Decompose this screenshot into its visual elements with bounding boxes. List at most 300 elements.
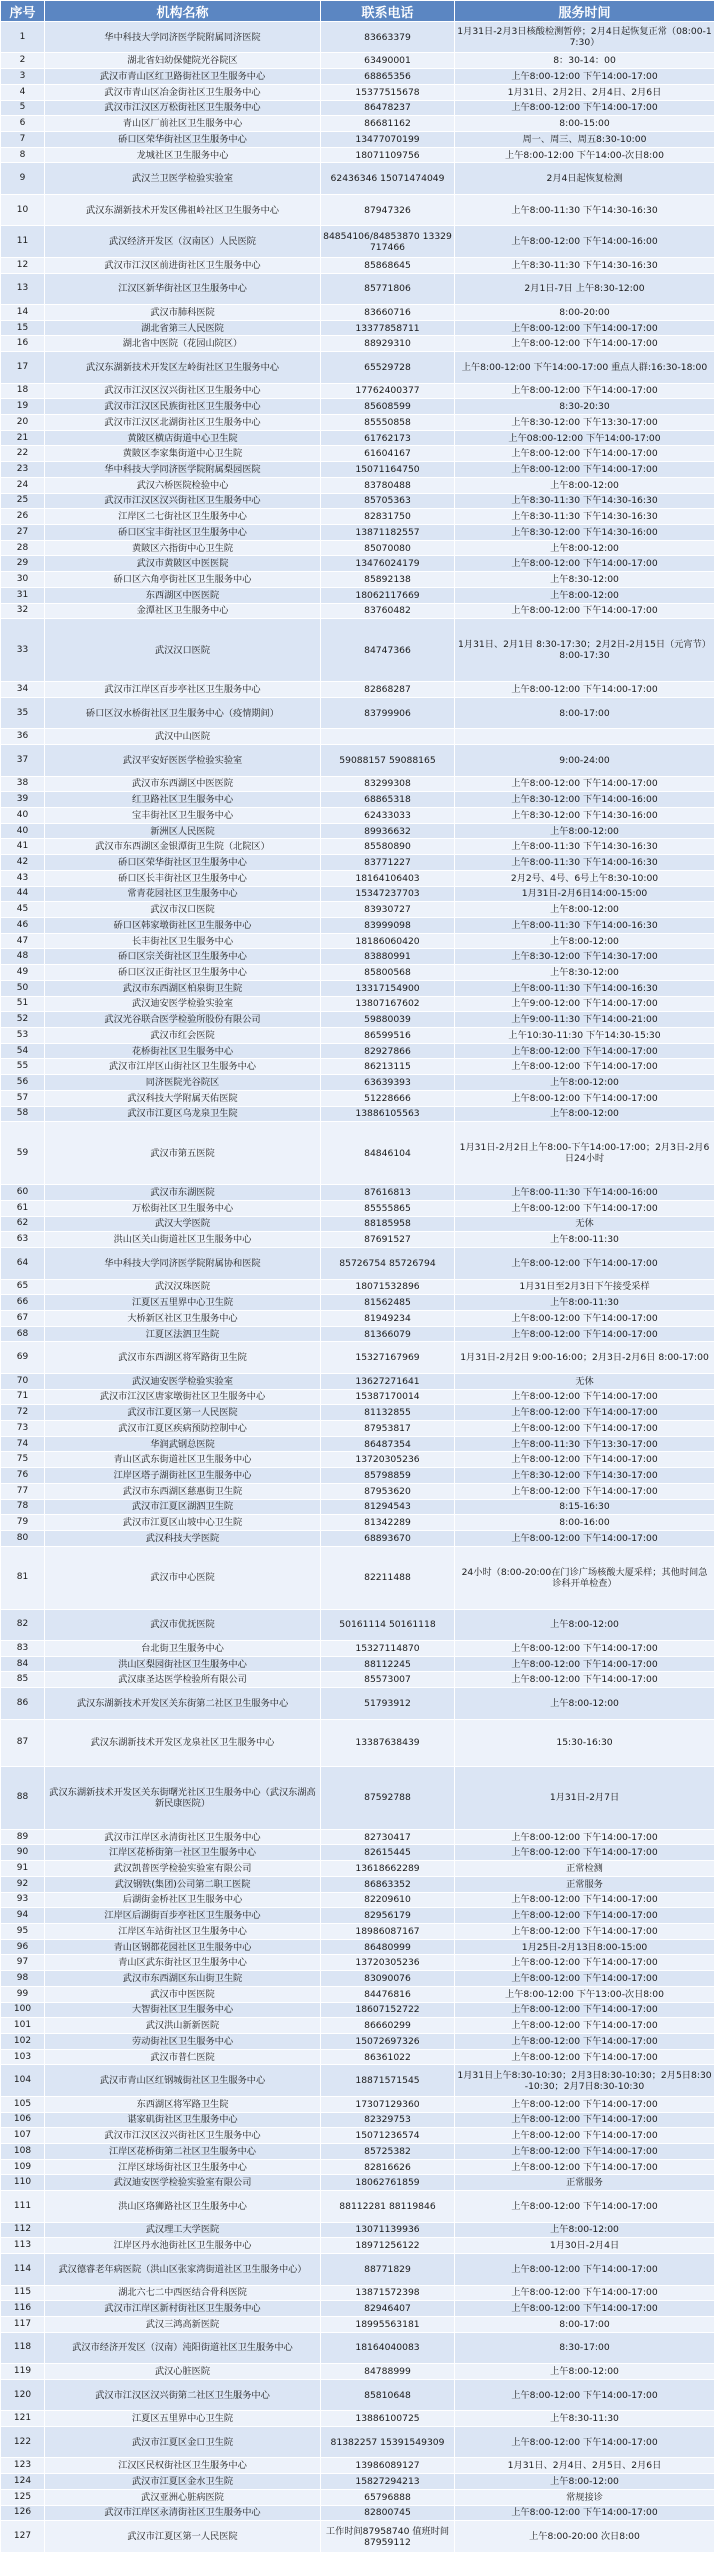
row-number: 74 <box>1 1436 45 1452</box>
row-number: 110 <box>1 2175 45 2191</box>
contact-phone: 17762400377 <box>321 383 455 399</box>
service-time: 1月30日-2月4日 <box>455 2238 714 2254</box>
row-number: 60 <box>1 1185 45 1201</box>
row-number: 46 <box>1 917 45 933</box>
service-time: 上午8:00-12:00 <box>455 933 714 949</box>
service-time: 上午8:00-11:30 下午14:00-16:00 <box>455 1185 714 1201</box>
contact-phone: 82956179 <box>321 1908 455 1924</box>
contact-phone: 13986089127 <box>321 2458 455 2474</box>
contact-phone <box>321 729 455 745</box>
row-number: 99 <box>1 1986 45 2002</box>
service-time: 上午8:30-12:00 下午14:30-17:00 <box>455 1468 714 1484</box>
row-number: 30 <box>1 572 45 588</box>
institution-name: 武汉市江夏区山坡中心卫生院 <box>45 1515 321 1531</box>
institution-name: 硚口区宗关街社区卫生服务中心 <box>45 949 321 965</box>
institution-name: 华中科技大学同济医学院附属梨园医院 <box>45 462 321 478</box>
institution-name: 武汉市江汉区民族街社区卫生服务中心 <box>45 399 321 415</box>
row-number: 125 <box>1 2489 45 2505</box>
service-time: 8:00-20:00 <box>455 304 714 320</box>
contact-phone: 88185958 <box>321 1216 455 1232</box>
table-row <box>1 2002 714 2018</box>
row-number: 2 <box>1 53 45 69</box>
table-row <box>1 1232 714 1248</box>
row-number: 56 <box>1 1075 45 1091</box>
table-row <box>1 84 714 100</box>
institution-name: 武汉科技大学附属天佑医院 <box>45 1090 321 1106</box>
service-time: 常规接诊 <box>455 2489 714 2505</box>
contact-phone: 86863352 <box>321 1876 455 1892</box>
table-row <box>1 1216 714 1232</box>
row-number: 83 <box>1 1641 45 1657</box>
institution-name: 宝丰街社区卫生服务中心 <box>45 807 321 823</box>
table-row <box>1 2065 714 2096</box>
institution-name: 硚口区荣华街社区卫生服务中心 <box>45 855 321 871</box>
table-row <box>1 1923 714 1939</box>
contact-phone: 18164106403 <box>321 870 455 886</box>
row-number: 126 <box>1 2505 45 2521</box>
row-number: 106 <box>1 2112 45 2128</box>
institution-name: 大智街社区卫生服务中心 <box>45 2002 321 2018</box>
service-time: 上午8:00-12:00 下午14:00-次日8:00 <box>455 147 714 163</box>
institution-name: 武汉市红会医院 <box>45 1028 321 1044</box>
contact-phone: 15327114870 <box>321 1641 455 1657</box>
service-time: 上午8:00-12:00 下午14:00-17:00 <box>455 1452 714 1468</box>
table-row <box>1 1090 714 1106</box>
table-row <box>1 352 714 383</box>
row-number: 39 <box>1 792 45 808</box>
row-number: 63 <box>1 1232 45 1248</box>
row-number: 66 <box>1 1295 45 1311</box>
contact-phone: 13377858711 <box>321 320 455 336</box>
service-time: 正常服务 <box>455 1876 714 1892</box>
service-time: 上午8:00-12:00 下午14:00-17:00 <box>455 1672 714 1688</box>
contact-phone: 85800568 <box>321 965 455 981</box>
service-time: 1月31日、2月2日、2月4日、2月6日 <box>455 84 714 100</box>
table-row <box>1 2285 714 2301</box>
table-row <box>1 2458 714 2474</box>
institution-name: 江岸区球场街社区卫生服务中心 <box>45 2159 321 2175</box>
table-row <box>1 1892 714 1908</box>
table-row <box>1 823 714 839</box>
table-row <box>1 147 714 163</box>
row-number: 95 <box>1 1923 45 1939</box>
row-number: 78 <box>1 1499 45 1515</box>
row-number: 40 <box>1 823 45 839</box>
row-number: 50 <box>1 980 45 996</box>
contact-phone: 81132855 <box>321 1405 455 1421</box>
row-number: 6 <box>1 116 45 132</box>
contact-phone: 63639393 <box>321 1075 455 1091</box>
service-time: 2月2号、4号、6号上午8:30-10:00 <box>455 870 714 886</box>
table-row <box>1 1248 714 1279</box>
table-row <box>1 2175 714 2191</box>
contact-phone: 85550858 <box>321 414 455 430</box>
table-row <box>1 2238 714 2254</box>
table-row <box>1 69 714 85</box>
institution-name: 武汉中山医院 <box>45 729 321 745</box>
table-row <box>1 776 714 792</box>
row-number: 25 <box>1 493 45 509</box>
table-row <box>1 1908 714 1924</box>
service-time: 上午8:00-11:30 下午14:30-16:30 <box>455 839 714 855</box>
contact-phone: 84846104 <box>321 1122 455 1185</box>
row-number: 104 <box>1 2065 45 2096</box>
table-row <box>1 336 714 352</box>
contact-phone: 13071139936 <box>321 2222 455 2238</box>
service-time: 1月31日、2月1日 8:30-17:30；2月2日-2月15日（元宵节）8:00-17:30 <box>455 619 714 682</box>
institution-name: 武汉迪安医学检验实验室 <box>45 996 321 1012</box>
service-time: 1月31日上午8:30-10:30；2月3日8:30-10:30；2月5日8:30-10:30；2月7日8:30-10:30 <box>455 2065 714 2096</box>
contact-phone: 81294543 <box>321 1499 455 1515</box>
institution-name: 黄陂区李家集街道中心卫生院 <box>45 446 321 462</box>
institution-name: 武汉市青山区红钢城街社区卫生服务中心 <box>45 2065 321 2096</box>
header-phone: 联系电话 <box>321 1 455 22</box>
institution-name: 硚口区长丰街社区卫生服务中心 <box>45 870 321 886</box>
institution-name: 红卫路社区卫生服务中心 <box>45 792 321 808</box>
institution-name: 武汉市江夏区第一人民医院 <box>45 2521 321 2552</box>
contact-phone: 15071164750 <box>321 462 455 478</box>
row-number: 62 <box>1 1216 45 1232</box>
service-time: 上午8:30-12:00 下午14:30-16:00 <box>455 807 714 823</box>
institution-name: 武汉市江夏区湖泗卫生院 <box>45 1499 321 1515</box>
service-time: 上午8:30-11:30 <box>455 2411 714 2427</box>
service-time: 上午8:30-12:00 <box>455 572 714 588</box>
service-time: 上午8:00-12:00 下午14:00-17:00 <box>455 2426 714 2457</box>
institution-name: 武汉市江岸区山街社区卫生服务中心 <box>45 1059 321 1075</box>
row-number: 105 <box>1 2096 45 2112</box>
header-time: 服务时间 <box>455 1 714 22</box>
contact-phone: 89936632 <box>321 823 455 839</box>
service-time: 上午8:00-11:30 <box>455 1295 714 1311</box>
row-number: 52 <box>1 1012 45 1028</box>
contact-phone: 81562485 <box>321 1295 455 1311</box>
row-number: 54 <box>1 1043 45 1059</box>
service-time: 上午8:00-12:00 下午14:00-17:00 <box>455 2144 714 2160</box>
service-time: 上午8:00-12:00 下午14:00-17:00 <box>455 1829 714 1845</box>
contact-phone: 85573007 <box>321 1672 455 1688</box>
table-row <box>1 1641 714 1657</box>
service-time: 上午8:00-11:30 下午14:30-16:30 <box>455 194 714 225</box>
table-row <box>1 430 714 446</box>
row-number: 48 <box>1 949 45 965</box>
table-row <box>1 1766 714 1829</box>
table-row <box>1 477 714 493</box>
service-time: 上午8:00-12:00 下午14:00-17:00 <box>455 1892 714 1908</box>
service-time: 上午8:00-12:00 下午14:00-17:00 <box>455 603 714 619</box>
contact-phone: 15387170014 <box>321 1389 455 1405</box>
institution-name: 硚口区荣华街社区卫生服务中心 <box>45 132 321 148</box>
institution-name: 武汉市江岸区永清街社区卫生服务中心 <box>45 1829 321 1845</box>
contact-phone: 86480999 <box>321 1939 455 1955</box>
service-time <box>455 729 714 745</box>
institution-name: 武汉市肺科医院 <box>45 304 321 320</box>
row-number: 98 <box>1 1971 45 1987</box>
table-row <box>1 2034 714 2050</box>
contact-phone: 63490001 <box>321 53 455 69</box>
service-time: 上午8:00-12:00 <box>455 2474 714 2490</box>
institution-name: 武汉市江岸区新村街社区卫生服务中心 <box>45 2301 321 2317</box>
institution-name: 武汉市江夏区乌龙泉卫生院 <box>45 1106 321 1122</box>
row-number: 114 <box>1 2254 45 2285</box>
row-number: 89 <box>1 1829 45 1845</box>
institution-name: 江岸区丹水池街社区卫生服务中心 <box>45 2238 321 2254</box>
service-time: 上午08:00-12:00 下午14:00-17:00 <box>455 430 714 446</box>
institution-name: 武汉东湖新技术开发区关东街第二社区卫生服务中心 <box>45 1688 321 1719</box>
row-number: 35 <box>1 697 45 728</box>
row-number: 119 <box>1 2364 45 2380</box>
institution-name: 武汉汉口医院 <box>45 619 321 682</box>
table-row <box>1 22 714 53</box>
table-row <box>1 1845 714 1861</box>
service-time: 上午10:30-11:30 下午14:30-15:30 <box>455 1028 714 1044</box>
contact-phone: 87953817 <box>321 1420 455 1436</box>
contact-phone: 85725382 <box>321 2144 455 2160</box>
row-number: 45 <box>1 902 45 918</box>
table-row <box>1 1531 714 1547</box>
row-number: 120 <box>1 2379 45 2410</box>
institution-name: 武汉汉珠医院 <box>45 1279 321 1295</box>
table-row <box>1 1106 714 1122</box>
contact-phone: 86487354 <box>321 1436 455 1452</box>
service-time: 1月31日-2月3日核酸检测暂停；2月4日起恢复正常（08:00-17:30） <box>455 22 714 53</box>
service-time: 上午8:00-12:00 下午14:00-17:00 <box>455 2505 714 2521</box>
institution-name: 湖北省中医院（花园山院区） <box>45 336 321 352</box>
table-row <box>1 572 714 588</box>
service-time: 上午8:00-12:00 下午14:00-17:00 <box>455 1641 714 1657</box>
contact-phone: 82831750 <box>321 509 455 525</box>
table-row <box>1 1672 714 1688</box>
service-time: 上午8:00-12:00 下午14:00-17:00 <box>455 320 714 336</box>
table-row <box>1 2049 714 2065</box>
table-row <box>1 745 714 776</box>
table-row <box>1 1876 714 1892</box>
service-time: 上午8:00-12:00 下午14:00-17:00 <box>455 1923 714 1939</box>
table-header-row <box>1 1 714 22</box>
row-number: 44 <box>1 886 45 902</box>
institution-name: 同济医院光谷院区 <box>45 1075 321 1091</box>
row-number: 96 <box>1 1939 45 1955</box>
service-time: 上午8:00-12:00 <box>455 1609 714 1640</box>
table-row <box>1 2489 714 2505</box>
contact-phone: 85892138 <box>321 572 455 588</box>
contact-phone: 50161114 50161118 <box>321 1609 455 1640</box>
contact-phone: 83880991 <box>321 949 455 965</box>
row-number: 94 <box>1 1908 45 1924</box>
contact-phone: 87691527 <box>321 1232 455 1248</box>
institution-name: 武汉市东湖医院 <box>45 1185 321 1201</box>
table-row <box>1 446 714 462</box>
institution-name: 江汉区民权街社区卫生服务中心 <box>45 2458 321 2474</box>
table-row <box>1 1515 714 1531</box>
contact-phone: 18062761859 <box>321 2175 455 2191</box>
table-row <box>1 917 714 933</box>
row-number: 123 <box>1 2458 45 2474</box>
table-row <box>1 194 714 225</box>
institution-name: 武汉市江夏区第一人民医院 <box>45 1405 321 1421</box>
table-row <box>1 902 714 918</box>
table-row <box>1 1200 714 1216</box>
institution-name: 金潭社区卫生服务中心 <box>45 603 321 619</box>
contact-phone: 81366079 <box>321 1326 455 1342</box>
row-number: 8 <box>1 147 45 163</box>
table-row <box>1 304 714 320</box>
institution-name: 硚口区宝丰街社区卫生服务中心 <box>45 525 321 541</box>
contact-phone: 18071109756 <box>321 147 455 163</box>
institution-name: 武汉平安好医医学检验实验室 <box>45 745 321 776</box>
institution-name: 武汉市江汉区唐家墩街社区卫生服务中心 <box>45 1389 321 1405</box>
contact-phone: 18071532896 <box>321 1279 455 1295</box>
table-row <box>1 1059 714 1075</box>
institution-name: 武汉市江汉区汉兴街社区卫生服务中心 <box>45 383 321 399</box>
service-time: 上午8:00-12:00 下午13:00-次日8:00 <box>455 1986 714 2002</box>
institution-name: 东西湖区将军路卫生院 <box>45 2096 321 2112</box>
institution-name: 台北街卫生服务中心 <box>45 1641 321 1657</box>
institution-name: 青山区钢都花园社区卫生服务中心 <box>45 1939 321 1955</box>
service-time: 上午8:00-11:30 下午14:00-16:30 <box>455 855 714 871</box>
table-row <box>1 1688 714 1719</box>
contact-phone: 13477070199 <box>321 132 455 148</box>
institution-name: 湖北六七二中西医结合骨科医院 <box>45 2285 321 2301</box>
contact-phone: 88771829 <box>321 2254 455 2285</box>
institution-name: 武汉钢铁(集团)公司第二职工医院 <box>45 1876 321 1892</box>
contact-phone: 83930727 <box>321 902 455 918</box>
row-number: 13 <box>1 273 45 304</box>
institution-name: 大桥新区社区卫生服务中心 <box>45 1310 321 1326</box>
row-number: 124 <box>1 2474 45 2490</box>
row-number: 118 <box>1 2332 45 2363</box>
row-number: 40 <box>1 807 45 823</box>
row-number: 85 <box>1 1672 45 1688</box>
table-row <box>1 1295 714 1311</box>
institution-name: 黄陂区横店街道中心卫生院 <box>45 430 321 446</box>
contact-phone: 13871572398 <box>321 2285 455 2301</box>
institution-name: 湖北省妇幼保健院光谷院区 <box>45 53 321 69</box>
institution-name: 武汉市东西湖区慈惠街卫生院 <box>45 1483 321 1499</box>
row-number: 90 <box>1 1845 45 1861</box>
institution-name: 武汉光谷联合医学检验所股份有限公司 <box>45 1012 321 1028</box>
row-number: 51 <box>1 996 45 1012</box>
table-row <box>1 1986 714 2002</box>
row-number: 21 <box>1 430 45 446</box>
table-row <box>1 383 714 399</box>
institution-name: 武汉迪安医学检验实验室有限公司 <box>45 2175 321 2191</box>
institution-name: 黄陂区六指街中心卫生院 <box>45 540 321 556</box>
table-row <box>1 163 714 194</box>
contact-phone: 51793912 <box>321 1688 455 1719</box>
service-time: 无休 <box>455 1373 714 1389</box>
contact-phone: 85868645 <box>321 257 455 273</box>
table-row <box>1 792 714 808</box>
row-number: 111 <box>1 2191 45 2222</box>
service-time: 8:30-17:00 <box>455 2332 714 2363</box>
row-number: 29 <box>1 556 45 572</box>
row-number: 3 <box>1 69 45 85</box>
contact-phone: 82946407 <box>321 2301 455 2317</box>
contact-phone: 68865356 <box>321 69 455 85</box>
header-name: 机构名称 <box>45 1 321 22</box>
service-time: 8:00-16:00 <box>455 1515 714 1531</box>
service-time: 上午8:00-12:00 下午14:00-17:00 <box>455 2254 714 2285</box>
institution-name: 武汉兰卫医学检验实验室 <box>45 163 321 194</box>
row-number: 79 <box>1 1515 45 1531</box>
service-time: 上午8:30-11:30 下午14:30-16:30 <box>455 257 714 273</box>
contact-phone: 82329753 <box>321 2112 455 2128</box>
service-time: 8:00-15:00 <box>455 116 714 132</box>
service-time: 8:30-20:30 <box>455 399 714 415</box>
table-row <box>1 1075 714 1091</box>
contact-phone: 61604167 <box>321 446 455 462</box>
institution-name: 武汉三鸿高新医院 <box>45 2316 321 2332</box>
contact-phone: 13387638439 <box>321 1719 455 1766</box>
contact-phone: 83090076 <box>321 1971 455 1987</box>
contact-phone: 83660716 <box>321 304 455 320</box>
service-time: 8:00-17:00 <box>455 2316 714 2332</box>
institution-name: 洪山区梨园街社区卫生服务中心 <box>45 1656 321 1672</box>
row-number: 57 <box>1 1090 45 1106</box>
contact-phone: 59880039 <box>321 1012 455 1028</box>
service-time: 上午8:00-11:30 下午13:30-17:00 <box>455 1436 714 1452</box>
service-time: 上午8:00-12:00 下午14:00-17:00 重点人群:16:30-18:00 <box>455 352 714 383</box>
institution-name: 江夏区五里界中心卫生院 <box>45 2411 321 2427</box>
contact-phone: 86681162 <box>321 116 455 132</box>
table-row <box>1 2411 714 2427</box>
row-number: 12 <box>1 257 45 273</box>
table-row <box>1 2379 714 2410</box>
institution-name: 武汉市东西湖区东山街卫生院 <box>45 1971 321 1987</box>
table-row <box>1 2301 714 2317</box>
service-time: 1月31日至2月3日下午接受采样 <box>455 1279 714 1295</box>
institution-name: 新洲区人民医院 <box>45 823 321 839</box>
service-time: 上午8:00-12:00 下午14:00-17:00 <box>455 2301 714 2317</box>
contact-phone: 84854106/84853870 13329717466 <box>321 226 455 257</box>
service-time: 上午8:00-12:00 下午14:00-17:00 <box>455 1389 714 1405</box>
contact-phone: 85705363 <box>321 493 455 509</box>
row-number: 109 <box>1 2159 45 2175</box>
row-number: 43 <box>1 870 45 886</box>
contact-phone: 13627271641 <box>321 1373 455 1389</box>
contact-phone: 13871182557 <box>321 525 455 541</box>
table-row <box>1 870 714 886</box>
row-number: 53 <box>1 1028 45 1044</box>
service-time: 上午8:00-12:00 下午14:00-17:00 <box>455 2096 714 2112</box>
institution-name: 江岸区二七街社区卫生服务中心 <box>45 509 321 525</box>
service-time: 上午8:00-12:00 下午14:00-17:00 <box>455 2049 714 2065</box>
service-time: 上午8:00-12:00 <box>455 2364 714 2380</box>
institution-name: 武汉市东西湖区将军路街卫生院 <box>45 1342 321 1373</box>
service-time: 上午8:00-12:00 下午14:00-17:00 <box>455 1908 714 1924</box>
institution-name: 武汉市汉口医院 <box>45 902 321 918</box>
contact-phone: 81342289 <box>321 1515 455 1531</box>
service-time: 上午9:00-12:00 下午14:00-17:00 <box>455 996 714 1012</box>
institution-name: 武汉市江夏区金口卫生院 <box>45 2426 321 2457</box>
service-time: 上午8:00-12:00 下午14:00-17:00 <box>455 1971 714 1987</box>
contact-phone: 15347237703 <box>321 886 455 902</box>
contact-phone: 86213115 <box>321 1059 455 1075</box>
institution-name: 武汉东湖新技术开发区龙泉社区卫生服务中心 <box>45 1719 321 1766</box>
row-number: 93 <box>1 1892 45 1908</box>
contact-phone: 18871571545 <box>321 2065 455 2096</box>
institution-name: 江岸区车站街社区卫生服务中心 <box>45 1923 321 1939</box>
institution-name: 华润武钢总医院 <box>45 1436 321 1452</box>
table-row <box>1 603 714 619</box>
table-body <box>1 22 714 2553</box>
service-time: 1月31日-2月6日14:00-15:00 <box>455 886 714 902</box>
contact-phone: 87953620 <box>321 1483 455 1499</box>
institution-name: 常青花园社区卫生服务中心 <box>45 886 321 902</box>
row-number: 112 <box>1 2222 45 2238</box>
row-number: 102 <box>1 2034 45 2050</box>
service-time: 1月31日-2月2日上午8:00-下午14:00-17:00；2月3日-2月6日24小时 <box>455 1122 714 1185</box>
